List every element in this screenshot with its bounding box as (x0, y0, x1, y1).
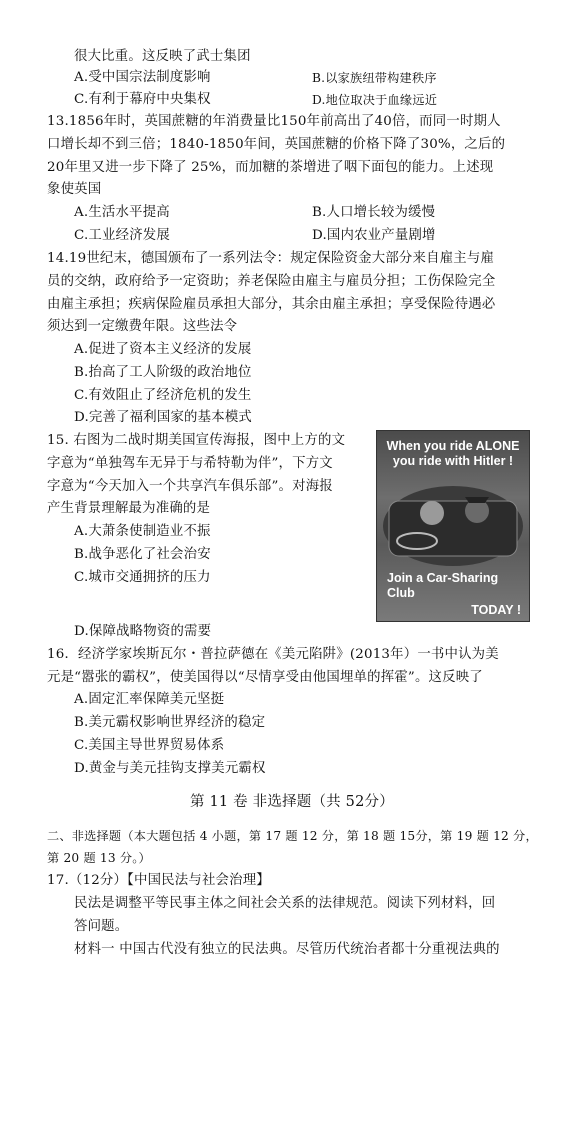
q16-option-c: C.美国主导世界贸易体系 (74, 738, 225, 753)
q16-stem-1: 16．经济学家埃斯瓦尔・普拉萨德在《美元陷阱》(2013年）一书中认为美 (47, 647, 499, 662)
q15-option-a: A.大萧条使制造业不振 (74, 524, 211, 539)
q13-stem-4: 象使英国 (47, 182, 102, 197)
q14-stem-2: 员的交纳，政府给予一定资助；养老保险由雇主与雇员分担；工伤保险完全 (47, 274, 496, 289)
q12-option-a: A.受中国宗法制度影响 (74, 70, 211, 85)
q16-option-b: B.美元霸权影响世界经济的稳定 (74, 715, 266, 730)
q13-option-d: D.国内农业产量剧增 (312, 228, 436, 243)
q14-option-d: D.完善了福利国家的基本模式 (74, 410, 253, 425)
q15-stem-2: 字意为“单独驾车无异于与希特勒为伴”，下方文 (47, 456, 333, 471)
q16-stem-2: 元是“嚣张的霸权”，使美国得以“尽情享受由他国埋单的挥霍”。这反映了 (47, 670, 483, 685)
q12-option-b: B.以家族纽带构建秩序 (312, 71, 437, 85)
q17-title: 17.（12分）【中国民法与社会治理】 (47, 873, 270, 888)
q15-stem-3: 字意为“今天加入一个共享汽车俱乐部”。对海报 (47, 479, 333, 494)
q14-option-c: C.有效阻止了经济危机的发生 (74, 388, 252, 403)
q17-intro-1: 民法是调整平等民事主体之间社会关系的法律规范。阅读下列材料，回 (74, 896, 496, 911)
q15-stem-1: 15. 右图为二战时期美国宣传海报，图中上方的文 (47, 433, 346, 448)
q12-option-c: C.有利于幕府中央集权 (74, 92, 211, 107)
q17-material-1: 材料一 中国古代没有独立的民法典。尽管历代统治者都十分重视法典的 (74, 942, 500, 957)
q14-stem-1: 14.19世纪末，德国颁布了一系列法令：规定保险资金大部分来自雇主与雇 (47, 251, 495, 266)
q13-stem-3: 20年里又进一步下降了 25%，而加糖的茶增进了咽下面包的能力。上述现 (47, 160, 494, 175)
poster-today-text: TODAY ! (471, 603, 521, 617)
q13-stem-2: 口增长却不到三倍；1840-1850年间，英国蔗糖的价格下降了30%，之后的 (47, 137, 506, 152)
q14-option-b: B.抬高了工人阶级的政治地位 (74, 365, 252, 380)
section-instructions-1: 二、非选择题（本大题包括 4 小题，第 17 题 12 分，第 18 题 15分，第 19 题 12 分， (47, 829, 538, 843)
q13-option-a: A.生活水平提高 (74, 205, 170, 220)
q12-stem-end: 很大比重。这反映了武士集团 (74, 49, 251, 64)
q13-option-c: C.工业经济发展 (74, 228, 170, 243)
section-heading: 第 11 卷 非选择题（共 52分） (190, 794, 394, 810)
poster-bottom-text: Join a Car-Sharing Club (387, 571, 499, 600)
q12-option-d: D.地位取决于血缘远近 (312, 93, 438, 107)
q15-stem-4: 产生背景理解最为准确的是 (47, 501, 211, 516)
q14-stem-3: 由雇主承担；疾病保险雇员承担大部分，其余由雇主承担；享受保险待遇必 (47, 297, 496, 312)
q13-stem-1: 13.1856年时，英国蔗糖的年消费量比150年前高出了40倍，而同一时期人 (47, 114, 501, 129)
q16-option-d: D.黄金与美元挂钩支撑美元霸权 (74, 761, 266, 776)
q16-option-a: A.固定汇率保障美元坚挺 (74, 692, 225, 707)
q13-option-b: B.人口增长较为缓慢 (312, 205, 436, 220)
q15-option-d: D.保障战略物资的需要 (74, 624, 212, 639)
wartime-poster-image (376, 430, 530, 622)
q17-intro-2: 答问题。 (74, 919, 129, 934)
q15-option-b: B.战争恶化了社会治安 (74, 547, 211, 562)
q15-option-c: C.城市交通拥挤的压力 (74, 570, 211, 585)
q14-option-a: A.促进了资本主义经济的发展 (74, 342, 252, 357)
section-instructions-2: 第 20 题 13 分。） (47, 851, 151, 865)
poster-top-text: When you ride ALONE you ride with Hitler ! (386, 439, 520, 468)
q14-stem-4: 须达到一定缴费年限。这些法令 (47, 319, 238, 334)
